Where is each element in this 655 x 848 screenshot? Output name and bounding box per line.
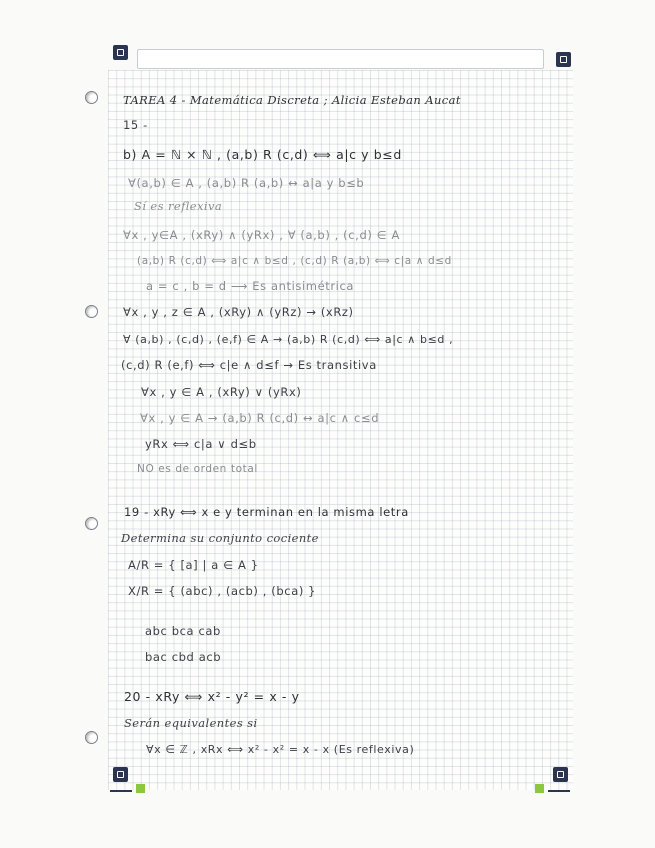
note-line: Serán equivalentes si (124, 716, 258, 730)
note-line: bac cbd acb (145, 650, 222, 664)
note-line: ∀x ∈ ℤ , xRx ⟺ x² - x² = x - x (Es reflexiva) (146, 743, 415, 756)
note-line: (c,d) R (e,f) ⟺ c|e ∧ d≤f → Es transitiva (121, 358, 377, 372)
exercise-19-heading: 19 - xRy ⟺ x e y terminan en la misma letra (124, 505, 409, 519)
note-line: X/R = { (abc) , (acb) , (bca) } (128, 584, 317, 598)
note-line: ∀(a,b) ∈ A , (a,b) R (a,b) ↔ a|a y b≤b (128, 176, 365, 190)
notes-title: TAREA 4 - Matemática Discreta ; Alicia Esteban Aucat (123, 93, 461, 107)
exercise-20-heading: 20 - xRy ⟺ x² - y² = x - y (124, 689, 300, 704)
note-line: a = c , b = d ⟶ Es antisimétrica (146, 279, 355, 293)
note-line: ∀x , y ∈ A , (xRy) ∨ (yRx) (141, 385, 302, 399)
note-line: Sí es reflexiva (134, 199, 223, 213)
note-line: yRx ⟺ c|a ∨ d≤b (145, 437, 257, 451)
note-line: A/R = { [a] | a ∈ A } (128, 558, 259, 572)
note-line: NO es de orden total (137, 463, 258, 475)
note-line: ∀ (a,b) , (c,d) , (e,f) ∈ A → (a,b) R (c,d) ⟺ a|c ∧ b≤d , (123, 333, 454, 346)
note-line: Determina su conjunto cociente (121, 531, 319, 545)
note-line: b) A = ℕ × ℕ , (a,b) R (c,d) ⟺ a|c y b≤d (123, 147, 402, 162)
exercise-15-heading: 15 - (123, 118, 148, 132)
note-line: abc bca cab (145, 624, 221, 638)
note-line: ∀x , y , z ∈ A , (xRy) ∧ (yRz) → (xRz) (123, 305, 354, 319)
note-line: ∀x , y∈A , (xRy) ∧ (yRx) , ∀ (a,b) , (c,d) ∈ A (123, 228, 401, 242)
note-line: (a,b) R (c,d) ⟺ a|c ∧ b≤d , (c,d) R (a,b) ⟺ c|a ∧ d≤d (137, 255, 452, 267)
note-line: ∀x , y ∈ A → (a,b) R (c,d) ↔ a|c ∧ c≤d (140, 411, 380, 425)
